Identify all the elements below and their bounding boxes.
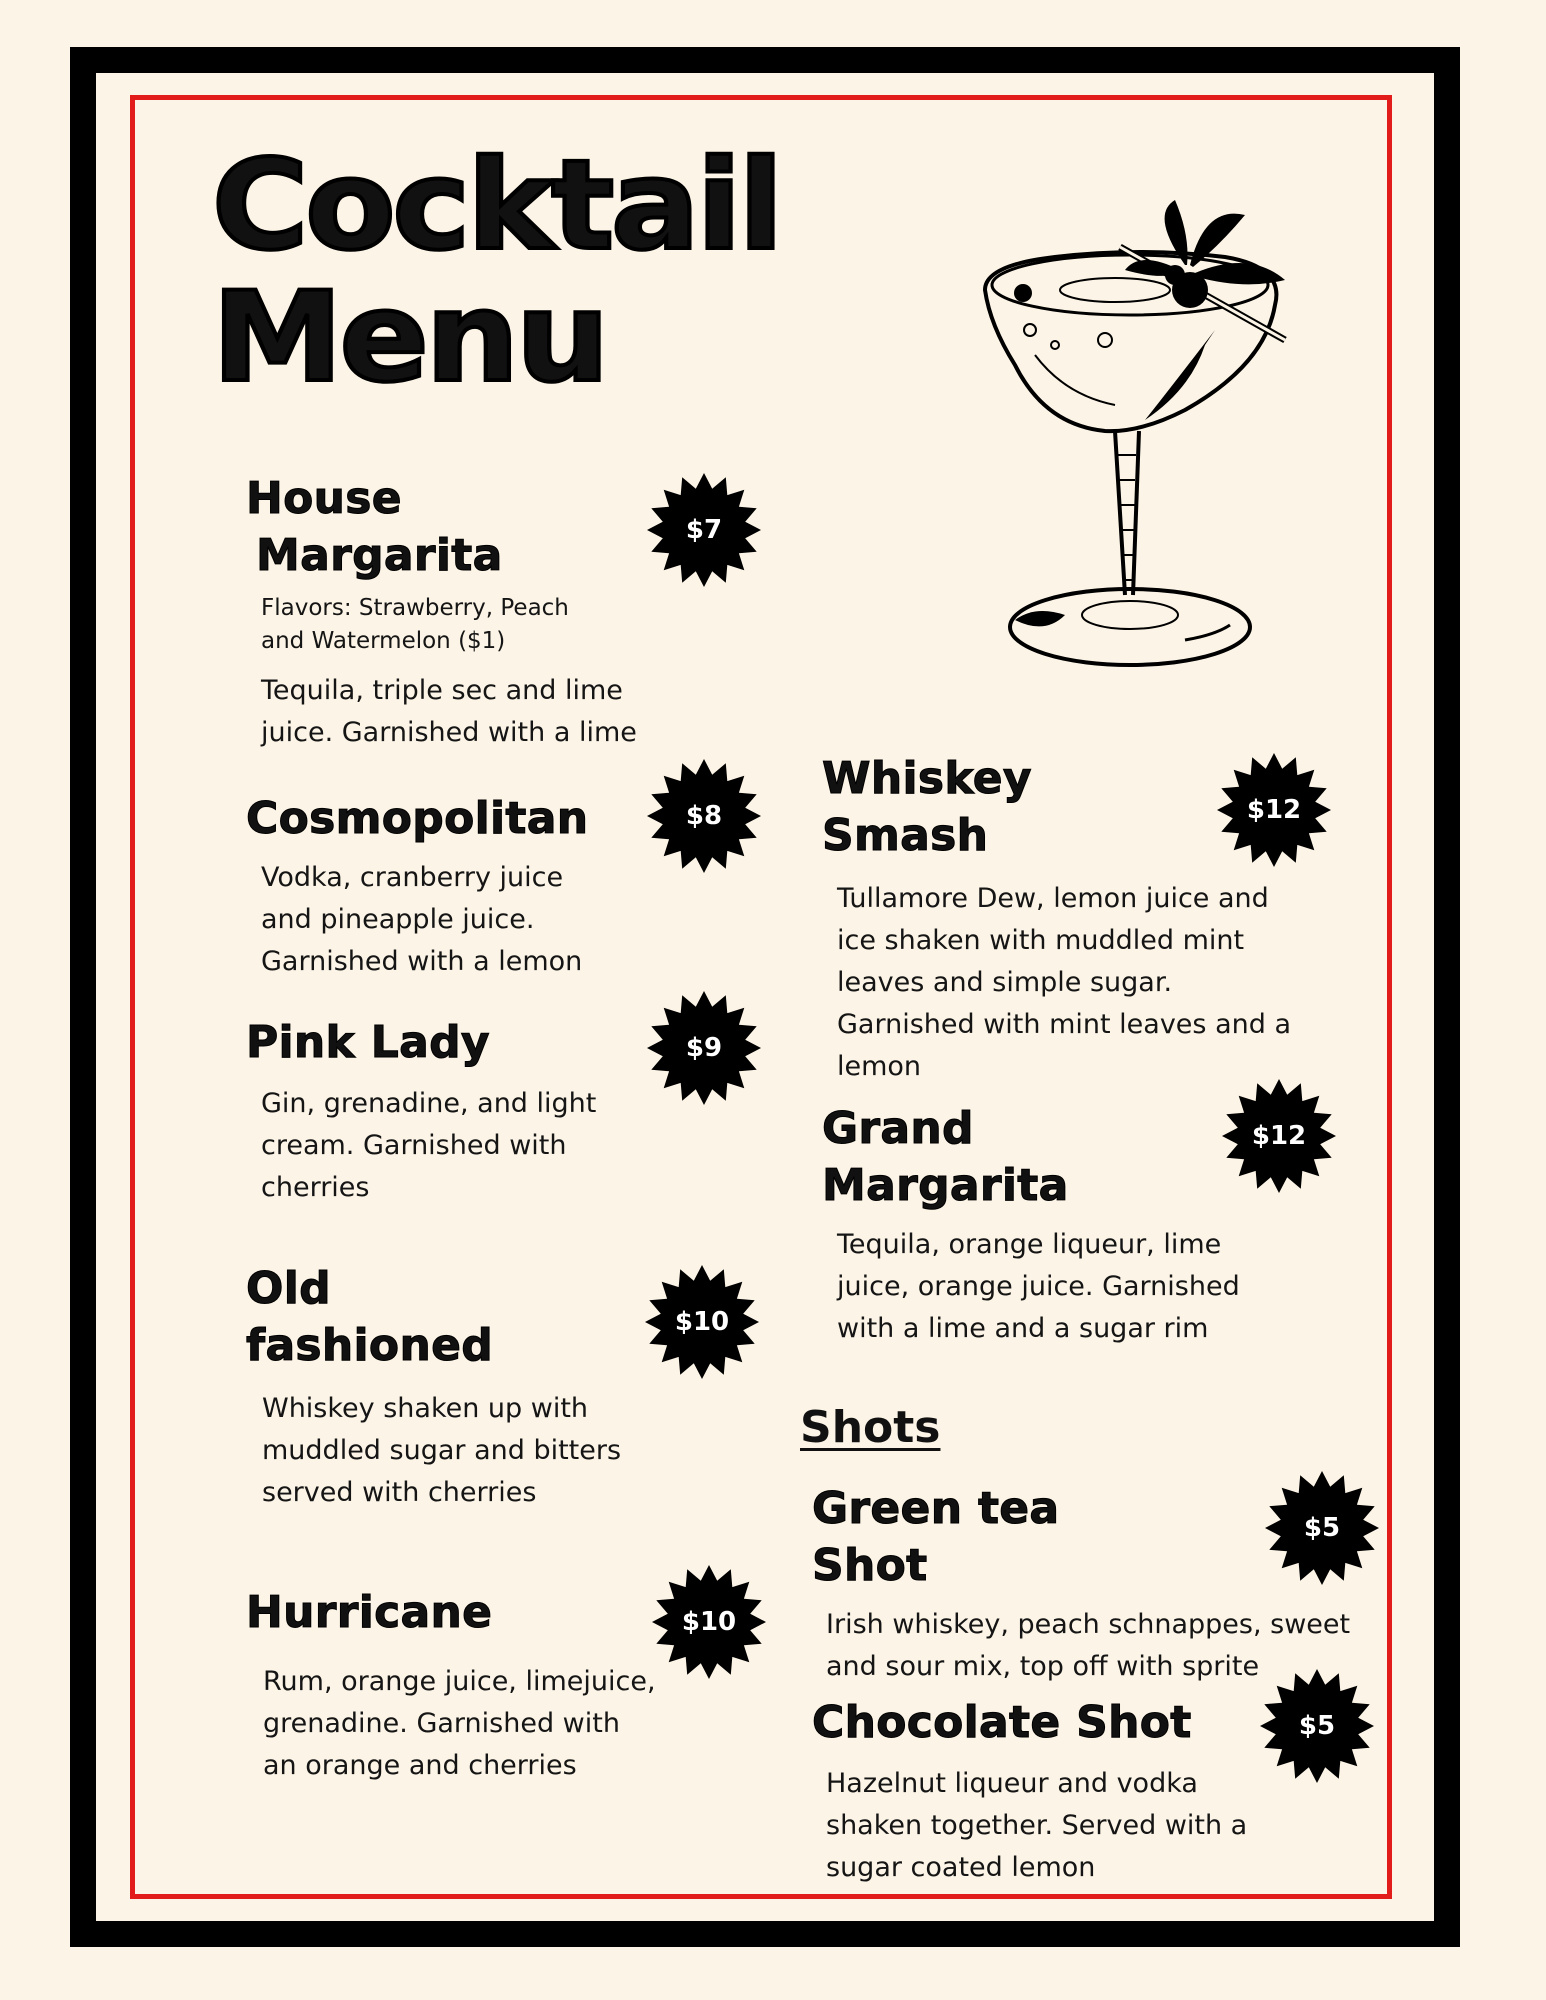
item-description: Hazelnut liqueur and vodka xyxy=(826,1768,1198,1799)
item-name: Green tea xyxy=(812,1483,1060,1534)
price-badge xyxy=(1264,1470,1380,1586)
item-description: leaves and simple sugar. xyxy=(837,967,1173,998)
item-description: Vodka, cranberry juice xyxy=(261,862,564,893)
menu-item-chocolate-shot xyxy=(812,1694,1247,1889)
item-description: juice, orange juice. Garnished xyxy=(837,1271,1240,1302)
price-label: $5 xyxy=(1303,1513,1341,1543)
item-description: Gin, grenadine, and light xyxy=(261,1088,597,1119)
item-name: Grand xyxy=(822,1103,974,1154)
item-name: Shot xyxy=(812,1540,928,1591)
item-name: Chocolate Shot xyxy=(812,1697,1192,1748)
price-badge xyxy=(1221,1078,1337,1194)
menu-item-grand-margarita xyxy=(822,1100,1240,1350)
item-description: Rum, orange juice, limejuice, xyxy=(263,1666,656,1697)
price-label: $12 xyxy=(1251,1121,1307,1151)
price-badge xyxy=(1259,1668,1375,1784)
menu-item-old-fashioned xyxy=(246,1260,621,1514)
item-name: Hurricane xyxy=(246,1587,493,1638)
item-description: Irish whiskey, peach schnappes, sweet xyxy=(826,1609,1351,1640)
price-label: $5 xyxy=(1298,1711,1336,1741)
item-description: Garnished with mint leaves and a xyxy=(837,1009,1291,1040)
item-name: Whiskey xyxy=(822,753,1032,804)
item-name: fashioned xyxy=(246,1320,494,1371)
cocktail-glass-icon xyxy=(975,195,1305,695)
item-description: sugar coated lemon xyxy=(826,1852,1096,1883)
item-description: muddled sugar and bitters xyxy=(262,1435,622,1466)
price-badge xyxy=(646,472,762,588)
item-description: Tequila, orange liqueur, lime xyxy=(837,1229,1222,1260)
shots-heading: Shots xyxy=(800,1402,941,1453)
price-label: $7 xyxy=(685,515,723,545)
item-name: Smash xyxy=(822,810,989,861)
item-description: grenadine. Garnished with xyxy=(263,1708,620,1739)
price-badge xyxy=(1216,752,1332,868)
item-name: Margarita xyxy=(822,1160,1069,1211)
item-description: Garnished with a lemon xyxy=(261,946,583,977)
item-description: and pineapple juice. xyxy=(261,904,535,935)
item-flavors: Flavors: Strawberry, Peach xyxy=(261,595,569,621)
item-name: House xyxy=(246,473,402,524)
item-description: cherries xyxy=(261,1172,370,1203)
price-label: $8 xyxy=(685,801,723,831)
item-description: served with cherries xyxy=(262,1477,537,1508)
item-description: Whiskey shaken up with xyxy=(262,1393,589,1424)
title-line-1: Cocktail xyxy=(212,134,781,278)
menu-item-cosmopolitan xyxy=(246,790,588,983)
title-line-2: Menu xyxy=(212,266,607,410)
price-badge xyxy=(646,990,762,1106)
item-description: ice shaken with muddled mint xyxy=(837,925,1245,956)
item-description: cream. Garnished with xyxy=(261,1130,567,1161)
price-badge xyxy=(644,1264,760,1380)
price-badge xyxy=(651,1564,767,1680)
item-flavors: and Watermelon ($1) xyxy=(261,628,506,654)
price-label: $10 xyxy=(681,1607,737,1637)
price-label: $12 xyxy=(1246,795,1302,825)
menu-item-hurricane xyxy=(246,1584,656,1787)
item-name: Pink Lady xyxy=(246,1017,490,1068)
price-label: $9 xyxy=(685,1033,723,1063)
price-label: $10 xyxy=(674,1307,730,1337)
item-description: juice. Garnished with a lime xyxy=(261,717,637,748)
item-description: and sour mix, top off with sprite xyxy=(826,1651,1260,1682)
item-name: Old xyxy=(246,1263,331,1314)
item-description: Tullamore Dew, lemon juice and xyxy=(837,883,1269,914)
item-description: Tequila, triple sec and lime xyxy=(261,675,623,706)
item-name: Cosmopolitan xyxy=(246,793,589,844)
price-badge xyxy=(646,758,762,874)
item-name: Margarita xyxy=(256,530,503,581)
item-description: shaken together. Served with a xyxy=(826,1810,1248,1841)
item-description: with a lime and a sugar rim xyxy=(837,1313,1209,1344)
menu-item-pink-lady xyxy=(246,1014,596,1209)
menu-title xyxy=(212,134,781,410)
item-description: lemon xyxy=(837,1051,922,1082)
item-description: an orange and cherries xyxy=(263,1750,577,1781)
menu-item-house-margarita xyxy=(246,470,637,754)
